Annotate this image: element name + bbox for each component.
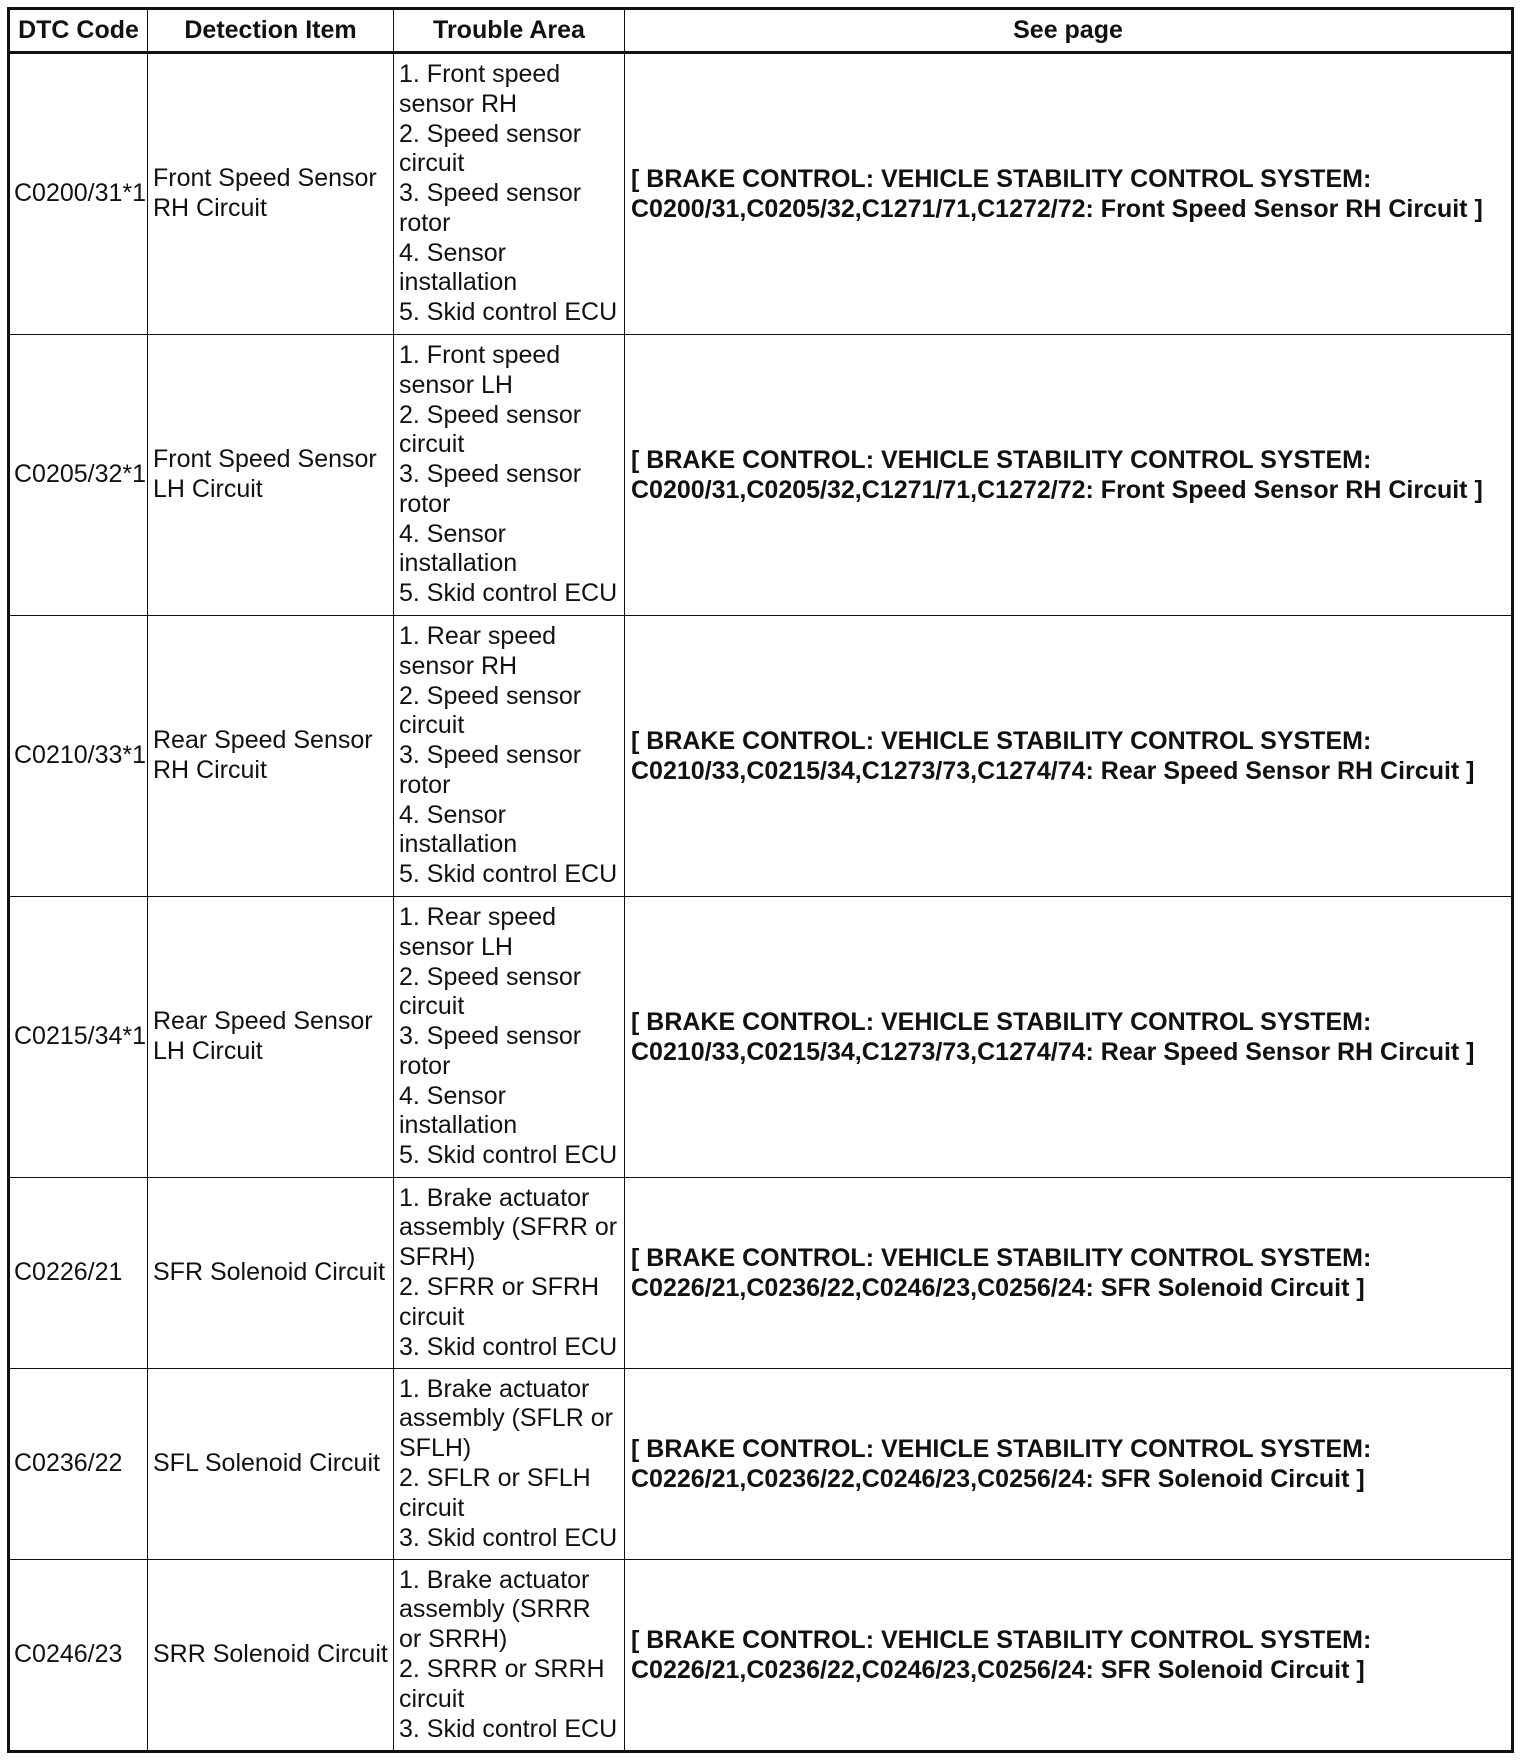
trouble-area-cell: 1. Front speed sensor RH 2. Speed sensor circuit 3. Speed sensor rotor 4. Sensor installation 5. Skid control ECU xyxy=(394,53,625,335)
see-page-link[interactable]: [ BRAKE CONTROL: VEHICLE STABILITY CONTROL SYSTEM: C0210/33,C0215/34,C1273/73,C1274/74: Rear Speed Sensor RH Circuit ] xyxy=(625,616,1513,897)
trouble-area-cell: 1. Rear speed sensor RH 2. Speed sensor circuit 3. Speed sensor rotor 4. Sensor installation 5. Skid control ECU xyxy=(394,616,625,897)
see-page-link[interactable]: [ BRAKE CONTROL: VEHICLE STABILITY CONTROL SYSTEM: C0200/31,C0205/32,C1271/71,C1272/72: Front Speed Sensor RH Circuit ] xyxy=(625,53,1513,335)
table-row xyxy=(9,1178,1513,1369)
see-page-link[interactable]: [ BRAKE CONTROL: VEHICLE STABILITY CONTROL SYSTEM: C0210/33,C0215/34,C1273/73,C1274/74: Rear Speed Sensor RH Circuit ] xyxy=(625,897,1513,1178)
trouble-area-cell: 1. Front speed sensor LH 2. Speed sensor circuit 3. Speed sensor rotor 4. Sensor installation 5. Skid control ECU xyxy=(394,335,625,616)
detection-item-cell: Rear Speed Sensor RH Circuit xyxy=(148,616,394,897)
trouble-area-cell: 1. Brake actuator assembly (SFLR or SFLH) 2. SFLR or SFLH circuit 3. Skid control ECU xyxy=(394,1369,625,1560)
dtc-code-cell: C0246/23 xyxy=(9,1560,148,1752)
header-detection-item: Detection Item xyxy=(148,9,394,53)
table-row xyxy=(9,335,1513,616)
trouble-area-cell: 1. Brake actuator assembly (SRRR or SRRH) 2. SRRR or SRRH circuit 3. Skid control ECU xyxy=(394,1560,625,1752)
dtc-code-cell: C0210/33*1 xyxy=(9,616,148,897)
dtc-code-cell: C0205/32*1 xyxy=(9,335,148,616)
trouble-area-cell: 1. Brake actuator assembly (SFRR or SFRH) 2. SFRR or SFRH circuit 3. Skid control ECU xyxy=(394,1178,625,1369)
table-row xyxy=(9,53,1513,335)
dtc-code-cell: C0200/31*1 xyxy=(9,53,148,335)
table-row xyxy=(9,1369,1513,1560)
see-page-link[interactable]: [ BRAKE CONTROL: VEHICLE STABILITY CONTROL SYSTEM: C0226/21,C0236/22,C0246/23,C0256/24: SFR Solenoid Circuit ] xyxy=(625,1560,1513,1752)
table-row xyxy=(9,897,1513,1178)
detection-item-cell: SFL Solenoid Circuit xyxy=(148,1369,394,1560)
detection-item-cell: Rear Speed Sensor LH Circuit xyxy=(148,897,394,1178)
detection-item-cell: Front Speed Sensor LH Circuit xyxy=(148,335,394,616)
detection-item-cell: SRR Solenoid Circuit xyxy=(148,1560,394,1752)
header-row xyxy=(9,9,1513,53)
header-dtc-code: DTC Code xyxy=(9,9,148,53)
dtc-code-cell: C0215/34*1 xyxy=(9,897,148,1178)
header-trouble-area: Trouble Area xyxy=(394,9,625,53)
see-page-link[interactable]: [ BRAKE CONTROL: VEHICLE STABILITY CONTROL SYSTEM: C0200/31,C0205/32,C1271/71,C1272/72: Front Speed Sensor RH Circuit ] xyxy=(625,335,1513,616)
see-page-link[interactable]: [ BRAKE CONTROL: VEHICLE STABILITY CONTROL SYSTEM: C0226/21,C0236/22,C0246/23,C0256/24: SFR Solenoid Circuit ] xyxy=(625,1369,1513,1560)
table-header xyxy=(9,9,1513,53)
trouble-area-cell: 1. Rear speed sensor LH 2. Speed sensor circuit 3. Speed sensor rotor 4. Sensor installation 5. Skid control ECU xyxy=(394,897,625,1178)
table-body xyxy=(9,53,1513,1752)
dtc-code-cell: C0236/22 xyxy=(9,1369,148,1560)
header-see-page: See page xyxy=(625,9,1513,53)
table-row xyxy=(9,1560,1513,1752)
detection-item-cell: Front Speed Sensor RH Circuit xyxy=(148,53,394,335)
table-row xyxy=(9,616,1513,897)
see-page-link[interactable]: [ BRAKE CONTROL: VEHICLE STABILITY CONTROL SYSTEM: C0226/21,C0236/22,C0246/23,C0256/24: SFR Solenoid Circuit ] xyxy=(625,1178,1513,1369)
dtc-table xyxy=(7,7,1514,1753)
dtc-code-cell: C0226/21 xyxy=(9,1178,148,1369)
detection-item-cell: SFR Solenoid Circuit xyxy=(148,1178,394,1369)
